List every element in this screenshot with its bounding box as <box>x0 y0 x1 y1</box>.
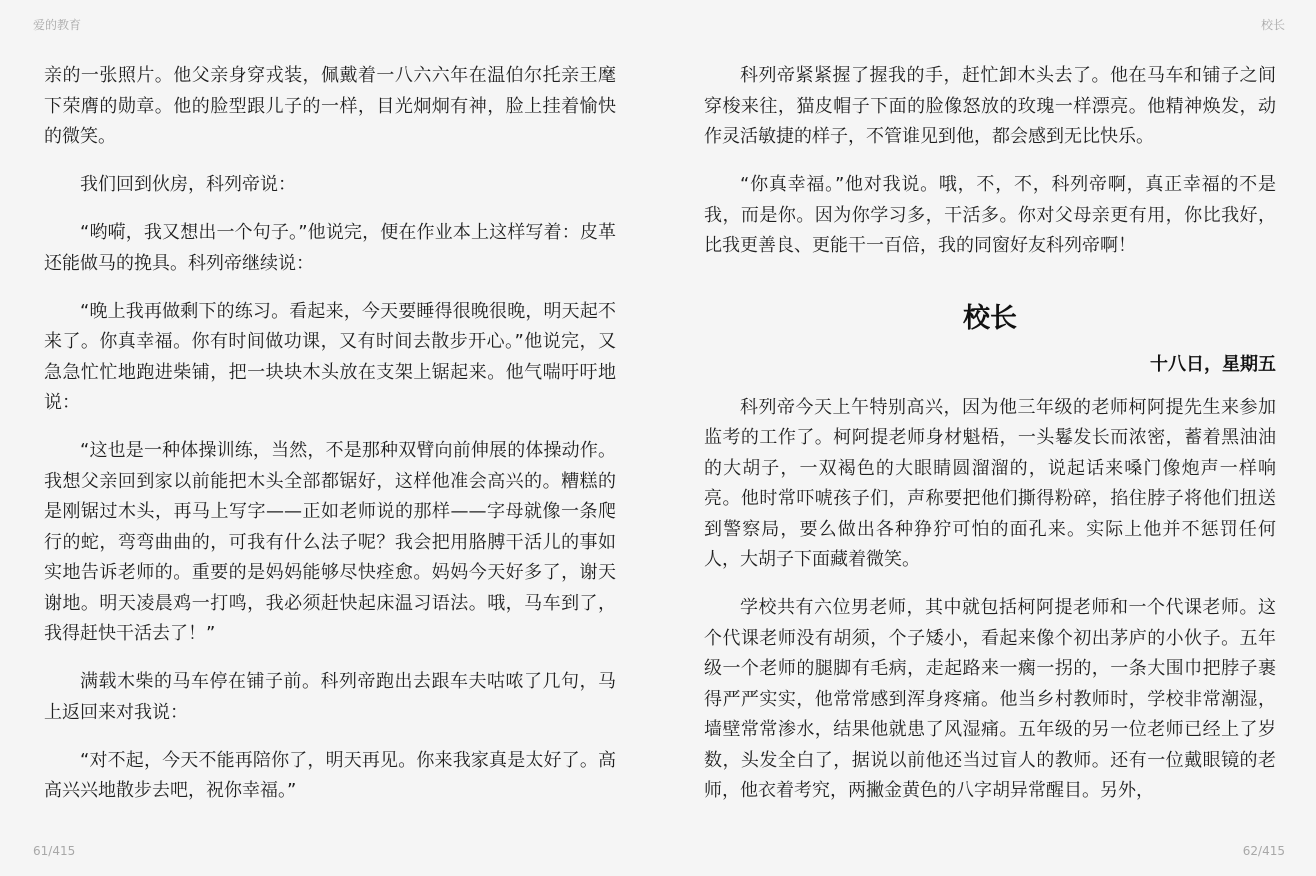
right-page-number: 62/415 <box>1242 844 1285 858</box>
paragraph: 学校共有六位男老师，其中就包括柯阿提老师和一个代课老师。这个代课老师没有胡须，个子矮小，看起来像个初出茅庐的小伙子。五年级一个老师的腿脚有毛病，走起路来一瘸一拐的，一条大围巾把脖子裹得严严实实，他常常感到浑身疼痛。他当乡村教师时，学校非常潮湿，墙壁常常渗水，结果他就患了风湿痛。五年级的另一位老师已经上了岁数，头发全白了，据说以前他还当过盲人的教师。还有一位戴眼镜的老师，他衣着考究，两撇金黄色的八字胡异常醒目。另外， <box>704 597 1276 801</box>
paragraph: “哟嗬，我又想出一个句子。”他说完，便在作业本上这样写着：皮革还能做马的挽具。科列帝继续说： <box>44 222 616 274</box>
paragraph: “你真幸福。”他对我说。哦，不，不，科列帝啊，真正幸福的不是我，而是你。因为你学习多，干活多。你对父母亲更有用，你比我好，比我更善良、更能干一百倍，我的同窗好友科列帝啊！ <box>704 174 1276 256</box>
right-page <box>704 61 1276 824</box>
paragraph: 满载木柴的马车停在铺子前。科列帝跑出去跟车夫咕哝了几句，马上返回来对我说： <box>44 671 616 723</box>
paragraph: 科列帝今天上午特别高兴，因为他三年级的老师柯阿提先生来参加监考的工作了。柯阿提老师身材魁梧，一头鬈发长而浓密，蓄着黑油油的大胡子，一双褐色的大眼睛圆溜溜的，说起话来嗓门像炮声一样响亮。他时常吓唬孩子们，声称要把他们撕得粉碎，掐住脖子将他们扭送到警察局，要么做出各种狰狞可怕的面孔来。实际上他并不惩罚任何人，大胡子下面藏着微笑。 <box>704 396 1276 570</box>
chapter-title: 校长 <box>963 302 1017 334</box>
paragraph: 我们回到伙房，科列帝说： <box>80 174 296 195</box>
paragraph: “晚上我再做剩下的练习。看起来，今天要睡得很晚很晚，明天起不来了。你真幸福。你有时间做功课，又有时间去散步开心。”他说完，又急急忙忙地跑进柴铺，把一块块木头放在支架上锯起来。他气喘吁吁地说： <box>44 300 616 413</box>
left-page <box>44 61 616 824</box>
paragraph: “这也是一种体操训练，当然，不是那种双臂向前伸展的体操动作。我想父亲回到家以前能把木头全部都锯好，这样他准会高兴的。糟糕的是刚锯过木头，再马上写字——正如老师说的那样——字母就像一条爬行的蛇，弯弯曲曲的，可我有什么法子呢？我会把用胳膊干活儿的事如实地告诉老师的。重要的是妈妈能够尽快痊愈。妈妈今天好多了，谢天谢地。明天凌晨鸡一打鸣，我必须赶快起床温习语法。哦，马车到了，我得赶快干活去了！” <box>44 440 616 644</box>
left-page-number: 61/415 <box>33 844 76 858</box>
paragraph: 科列帝紧紧握了握我的手，赶忙卸木头去了。他在马车和铺子之间穿梭来往，猫皮帽子下面的脸像怒放的玫瑰一样漂亮。他精神焕发，动作灵活敏捷的样子，不管谁见到他，都会感到无比快乐。 <box>704 65 1276 147</box>
chapter-date: 十八日，星期五 <box>1150 353 1276 375</box>
chapter-name: 校长 <box>1260 18 1285 32</box>
paragraph: “对不起，今天不能再陪你了，明天再见。你来我家真是太好了。高高兴兴地散步去吧，祝你幸福。” <box>44 749 616 801</box>
book-title: 爱的教育 <box>33 18 82 32</box>
paragraph: 亲的一张照片。他父亲身穿戎装，佩戴着一八六六年在温伯尔托亲王麾下荣膺的勋章。他的脸型跟儿子的一样，目光炯炯有神，脸上挂着愉快的微笑。 <box>44 65 616 147</box>
